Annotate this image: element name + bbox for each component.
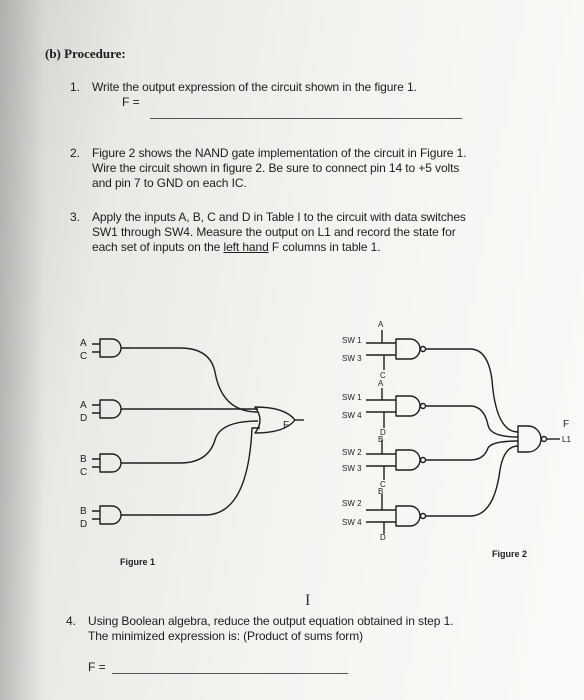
fig1-input-d1: D (80, 413, 88, 424)
fig2-var-a2: A (378, 379, 384, 388)
step-3-line-3-post: F columns in table 1. (268, 240, 381, 254)
section-heading: (b) Procedure: (45, 46, 126, 61)
step-3-left-hand: left hand (223, 240, 269, 254)
step-3-line-2: SW1 through SW4. Measure the output on L1 and record the state for (92, 225, 456, 239)
step-1-text: Write the output expression of the circuit shown in the figure 1. (92, 80, 417, 94)
fig2-sw-3b: SW 3 (342, 464, 362, 473)
fig2-var-b2: B (378, 487, 384, 496)
fig1-output-f: F (283, 420, 290, 431)
fig2-var-c2: C (380, 480, 386, 489)
fig2-var-b1: B (378, 435, 384, 444)
step-2-line-3: and pin 7 to GND on each IC. (92, 176, 247, 190)
fig2-final-nand-gate (518, 426, 541, 452)
fig2-sw-2a: SW 2 (342, 448, 362, 457)
fig1-input-c1: C (80, 351, 88, 362)
fig2-sw-3a: SW 3 (342, 354, 362, 363)
fig1-and-gate-1 (100, 339, 121, 357)
step-3-line-3-pre: each set of inputs on the (92, 240, 224, 254)
fig2-nand-gate-3 (396, 450, 420, 470)
step-4-line-2: The minimized expression is: (Product of sums form) (88, 629, 363, 643)
step-1-number: 1. (70, 80, 80, 94)
step-3-line-1: Apply the inputs A, B, C and D in Table I to the circuit with data switches (92, 210, 466, 224)
step-2-line-1: Figure 2 shows the NAND gate implementation of the circuit in Figure 1. (92, 146, 467, 160)
fig1-and-gate-3 (100, 454, 121, 472)
fig1-caption: Figure 1 (120, 557, 156, 567)
fig1-input-c2: C (80, 467, 88, 478)
fig1-input-a2: A (80, 400, 87, 411)
fig1-and-gate-2 (100, 400, 121, 418)
fig2-nand-gate-1 (396, 339, 420, 359)
step-1-f-label: F = (122, 95, 140, 109)
fig2-var-a1: A (378, 320, 384, 329)
fig2-sw-1b: SW 1 (342, 393, 362, 402)
step-4-line-1: Using Boolean algebra, reduce the output equation obtained in step 1. (88, 614, 454, 628)
step-2-line-2: Wire the circuit shown in figure 2. Be sure to connect pin 14 to +5 volts (92, 161, 460, 175)
fig2-caption: Figure 2 (492, 549, 528, 559)
fig2-sw-1a: SW 1 (342, 336, 362, 345)
step-2-number: 2. (70, 146, 80, 160)
fig1-input-b2: B (80, 506, 87, 517)
fig2-output-l1: L1 (562, 435, 571, 444)
fig2-sw-4b: SW 4 (342, 518, 362, 527)
step-3-number: 3. (70, 210, 80, 224)
fig2-var-c1: C (380, 371, 386, 380)
fig2-nand-gate-2 (396, 396, 420, 416)
fig2-sw-4a: SW 4 (342, 411, 362, 420)
step-4-f-label: F = (88, 660, 106, 674)
fig2-var-d2: D (380, 533, 386, 542)
fig1-and-gate-4 (100, 506, 121, 524)
fig2-var-d1: D (380, 428, 386, 437)
fig1-input-a1: A (80, 338, 87, 349)
text-cursor-icon: I (305, 592, 311, 609)
fig1-input-d2: D (80, 519, 88, 530)
fig2-sw-2b: SW 2 (342, 499, 362, 508)
fig2-output-f: F (563, 419, 570, 430)
fig2-nand-gate-4 (396, 506, 420, 526)
step-4-number: 4. (66, 614, 76, 628)
fig1-input-b1: B (80, 454, 87, 465)
